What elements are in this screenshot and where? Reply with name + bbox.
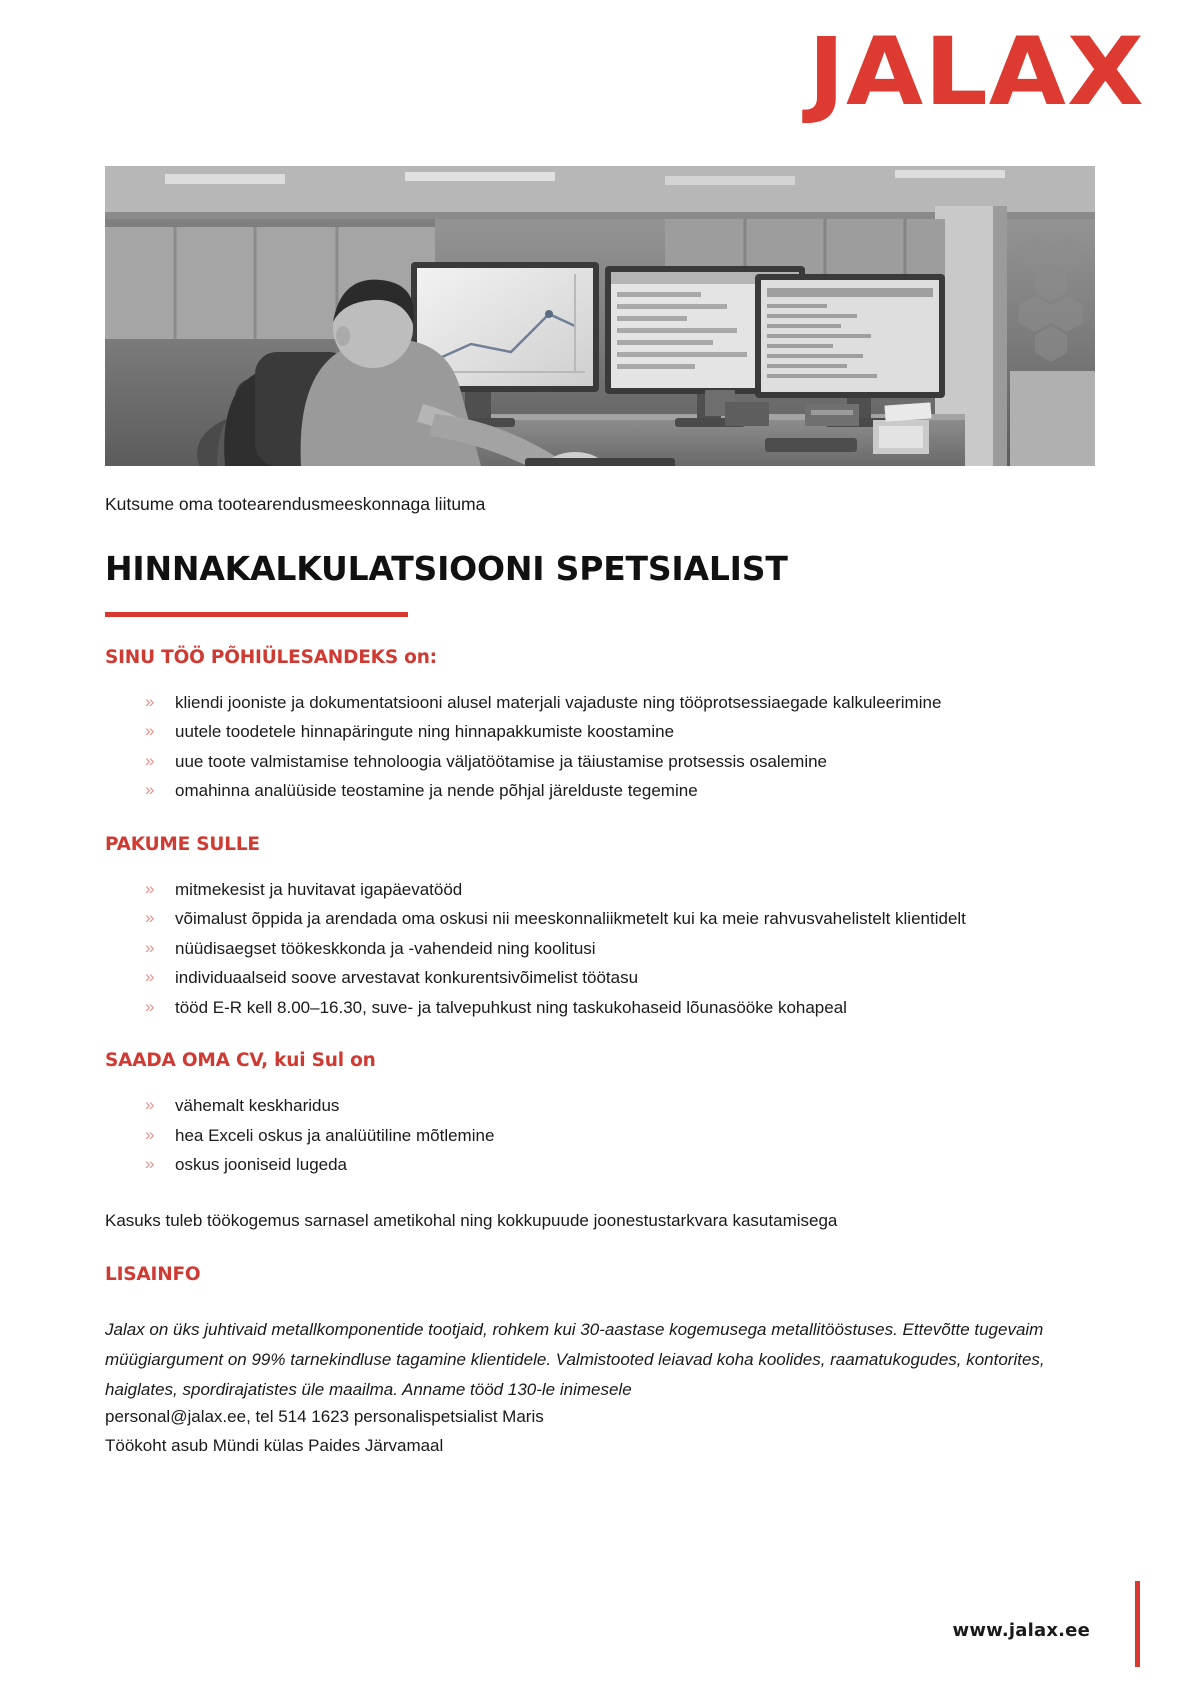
offer-list <box>105 877 1095 1021</box>
chevron-bullet-icon: » <box>145 878 155 898</box>
chevron-bullet-icon: » <box>145 908 155 928</box>
job-title: HINNAKALKULATSIOONI SPETSIALIST <box>105 548 788 588</box>
chevron-bullet-icon: » <box>145 1095 155 1115</box>
list-item-text: uutele toodetele hinnapäringute ning hinnapakkumiste koostamine <box>175 722 675 742</box>
list-item-text: individuaalseid soove arvestavat konkurentsivõimelist töötasu <box>175 968 639 988</box>
list-item <box>145 877 1095 903</box>
section-heading: SAADA OMA CV, kui Sul on <box>105 1050 376 1072</box>
office-photo-illustration <box>105 166 1095 466</box>
contact-info: personal@jalax.ee, tel 514 1623 personalispetsialist Maris <box>105 1407 544 1427</box>
list-item <box>145 1093 1095 1119</box>
chevron-bullet-icon: » <box>145 721 155 741</box>
section-heading: SINU TÖÖ PÕHIÜLESANDEKS on: <box>105 646 437 668</box>
company-description: Jalax on üks juhtivaid metallkomponentide tootjaid, rohkem kui 30-aastase kogemusega metallitööstuses. Ettevõtte tugevaim müügiargument on 99% tarnekindluse tagamine klientidele. Valmistooted leiavad koha koolides, raamatukogudes, kontorites, haiglates, spordirajatistes üle maailma. Anname tööd 130-le inimesele <box>105 1320 1045 1399</box>
list-item-text: omahinna analüüside teostamine ja nende põhjal järelduste tegemine <box>175 781 698 801</box>
responsibilities-list <box>105 690 1095 804</box>
section-lisainfo <box>105 1264 1095 1459</box>
bonus-note: Kasuks tuleb töökogemus sarnasel ametikohal ning kokkupuude joonestustarkvara kasutamisega <box>105 1210 838 1230</box>
chevron-bullet-icon: » <box>145 937 155 957</box>
section-responsibilities <box>105 647 1095 804</box>
website-url[interactable]: www.jalax.ee <box>952 1620 1090 1641</box>
list-item-text: uue toote valmistamise tehnoloogia väljatöötamise ja täiustamise protsessis osalemine <box>175 751 828 771</box>
page-footer <box>0 1557 1200 1697</box>
chevron-bullet-icon: » <box>145 1154 155 1174</box>
list-item <box>145 749 1095 775</box>
list-item-text: tööd E-R kell 8.00–16.30, suve- ja talvepuhkust ning taskukohaseid lõunasööke kohapeal <box>175 997 847 1017</box>
list-item-text: vähemalt keskharidus <box>175 1096 340 1116</box>
list-item <box>145 719 1095 745</box>
list-item <box>145 995 1095 1021</box>
section-heading: PAKUME SULLE <box>105 833 260 855</box>
list-item <box>145 1123 1095 1149</box>
list-item <box>145 965 1095 991</box>
requirements-list <box>105 1093 1095 1178</box>
section-requirements <box>105 1050 1095 1178</box>
chevron-bullet-icon: » <box>145 996 155 1016</box>
job-location: Töökoht asub Mündi külas Paides Järvamaal <box>105 1435 444 1455</box>
list-item-text: kliendi jooniste ja dokumentatsiooni alusel materjali vajaduste ning tööprotsessiaegade kalkuleerimine <box>175 692 942 712</box>
chevron-bullet-icon: » <box>145 691 155 711</box>
job-ad-content <box>105 492 1095 1459</box>
list-item-text: võimalust õppida ja arendada oma oskusi nii meeskonnaliikmetelt kui ka meie rahvusvahelistelt klientidelt <box>175 909 966 929</box>
intro-kicker: Kutsume oma tootearendusmeeskonnaga liituma <box>105 494 486 514</box>
list-item <box>145 690 1095 716</box>
hero-photo <box>105 166 1095 466</box>
chevron-bullet-icon: » <box>145 750 155 770</box>
section-offer <box>105 834 1095 1021</box>
list-item <box>145 936 1095 962</box>
chevron-bullet-icon: » <box>145 780 155 800</box>
list-item <box>145 906 1095 932</box>
chevron-bullet-icon: » <box>145 967 155 987</box>
section-heading: LISAINFO <box>105 1264 201 1286</box>
page-header <box>0 0 1200 150</box>
list-item-text: nüüdisaegset töökeskkonda ja -vahendeid ning koolitusi <box>175 938 596 958</box>
list-item-text: hea Exceli oskus ja analüütiline mõtlemine <box>175 1125 495 1145</box>
list-item-text: mitmekesist ja huvitavat igapäevatööd <box>175 879 463 899</box>
list-item <box>145 778 1095 804</box>
footer-accent-bar <box>1135 1581 1140 1667</box>
jalax-logo: JALAX <box>808 18 1145 127</box>
list-item-text: oskus jooniseid lugeda <box>175 1155 348 1175</box>
title-underline-rule <box>105 612 408 617</box>
list-item <box>145 1152 1095 1178</box>
chevron-bullet-icon: » <box>145 1124 155 1144</box>
